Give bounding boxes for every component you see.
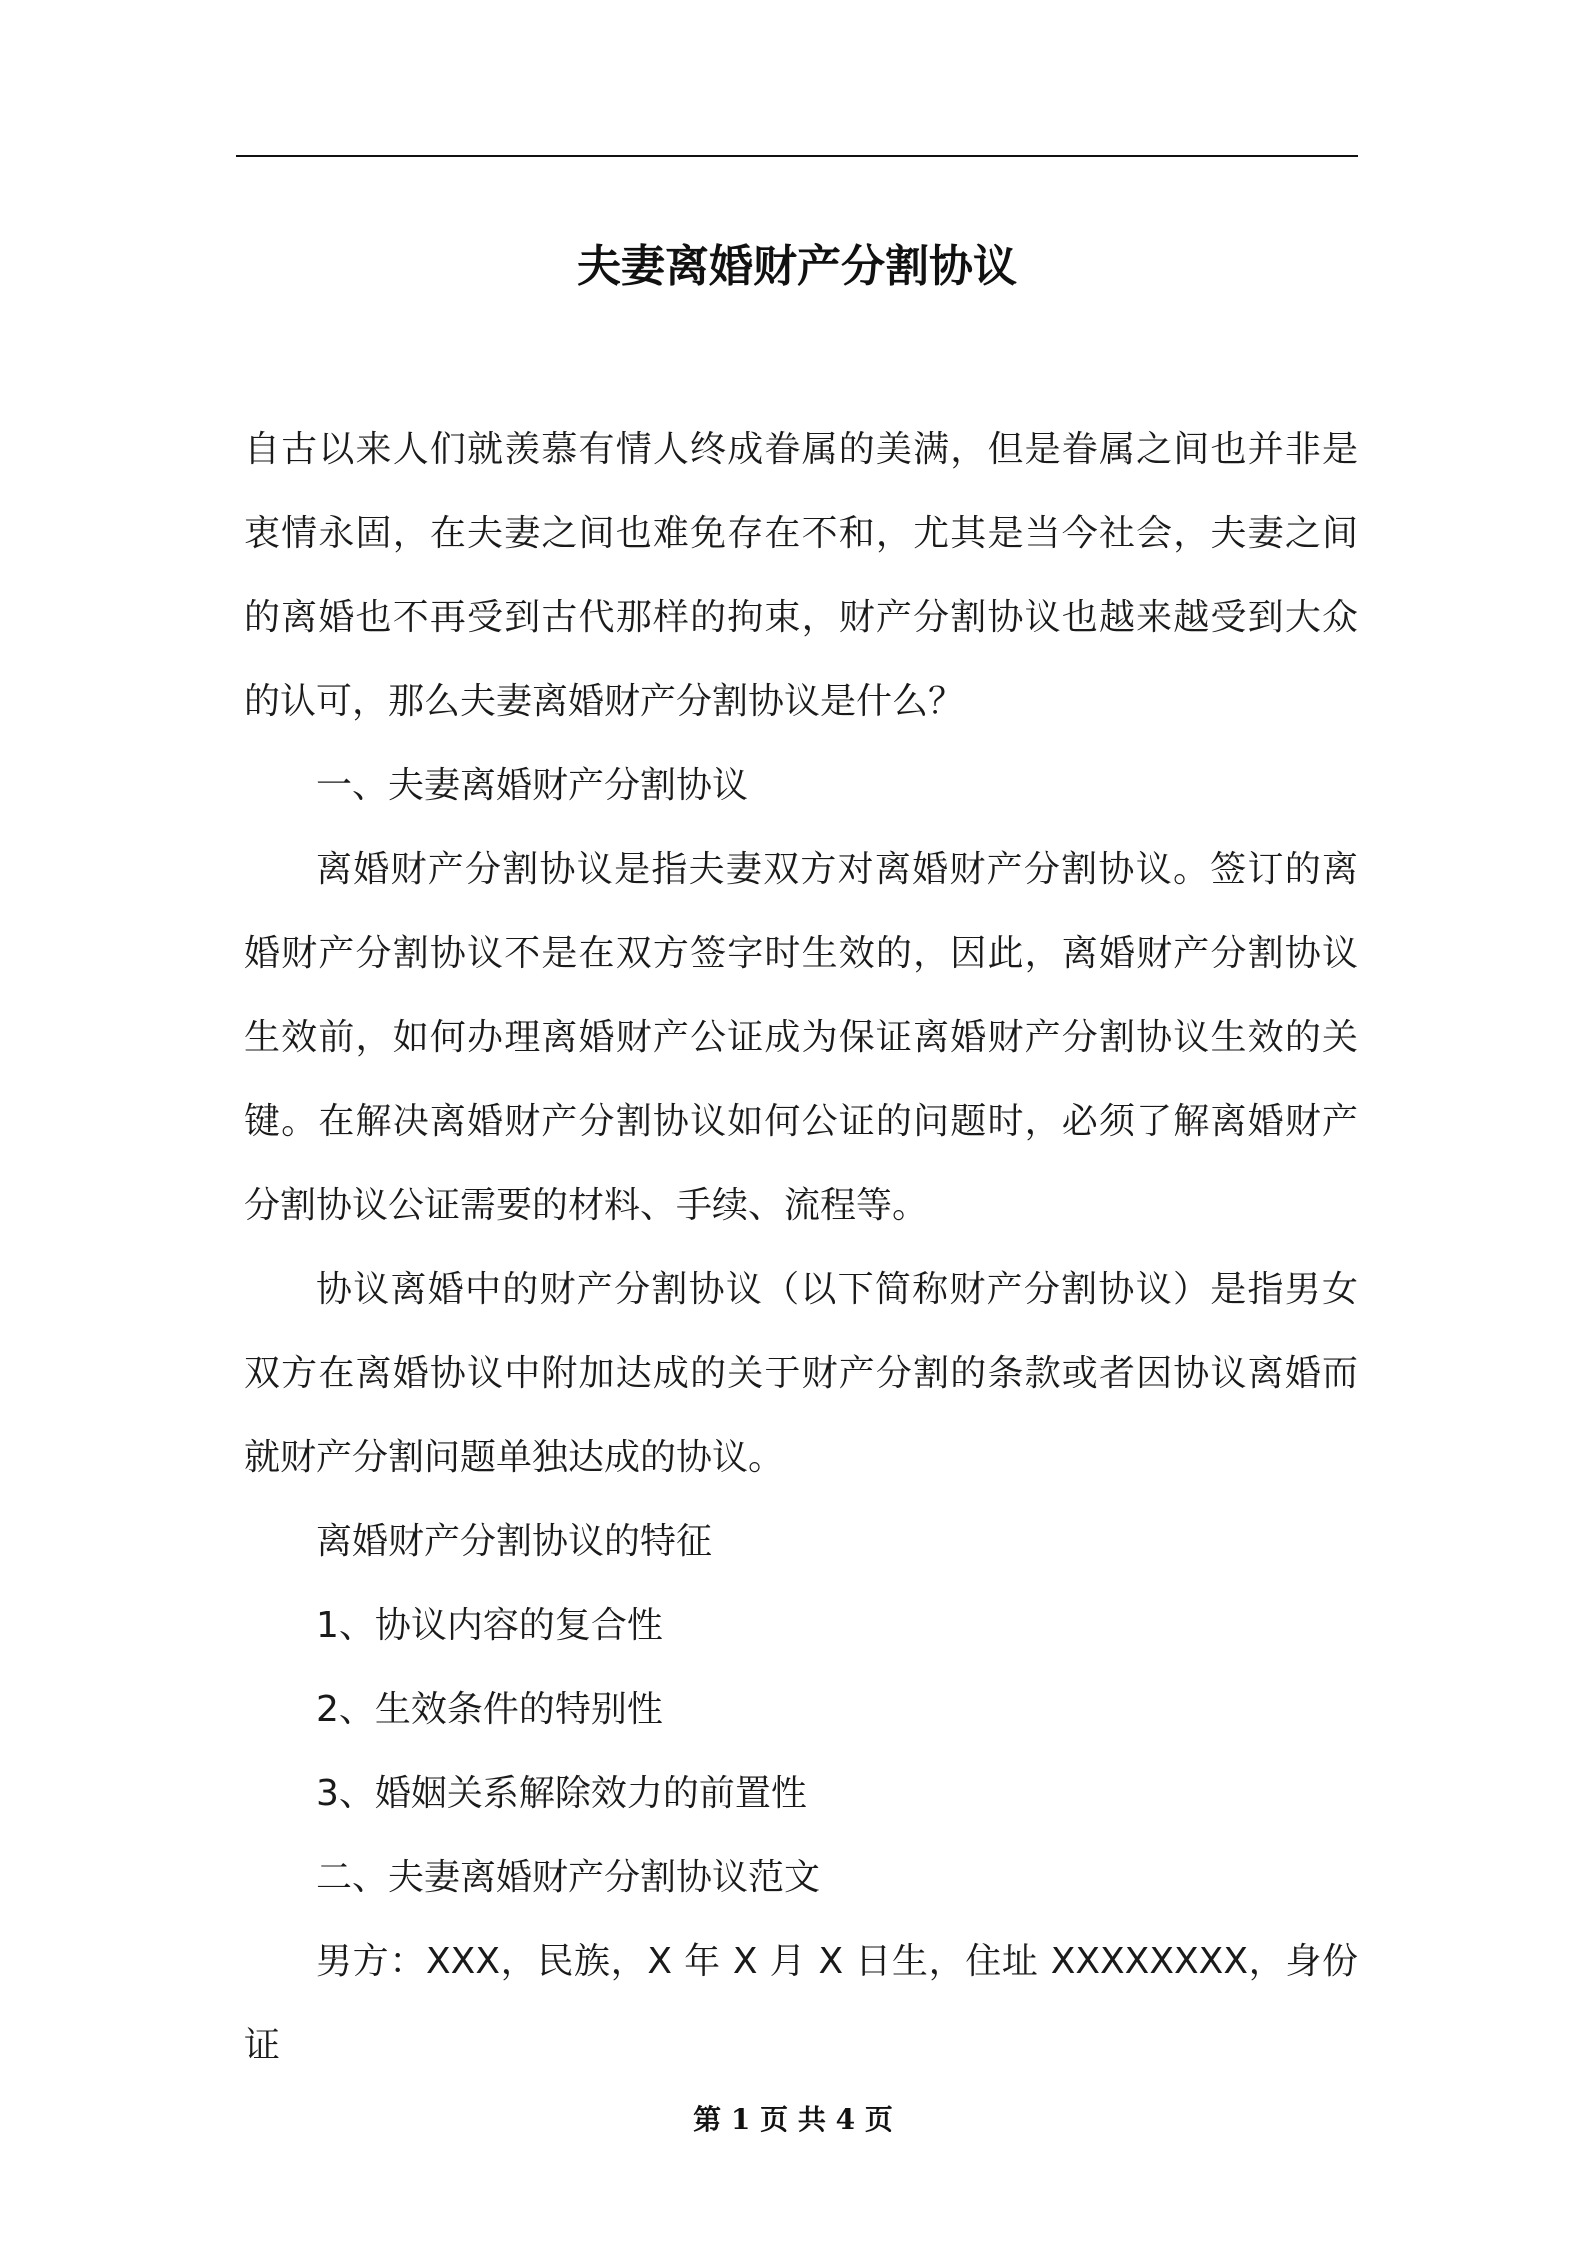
- document-body: [244, 408, 1358, 2088]
- paragraph-definition: 离婚财产分割协议是指夫妻双方对离婚财产分割协议。签订的离婚财产分割协议不是在双方签字时生效的，因此，离婚财产分割协议生效前，如何办理离婚财产公证成为保证离婚财产分割协议生效的关键。在解决离婚财产分割协议如何公证的问题时，必须了解离婚财产分割协议公证需要的材料、手续、流程等。: [244, 849, 1358, 1226]
- page-number: 第 1 页 共 4 页: [693, 2103, 893, 2136]
- features-heading: 离婚财产分割协议的特征: [316, 1521, 713, 1562]
- paragraph-agreement: 协议离婚中的财产分割协议（以下简称财产分割协议）是指男女双方在离婚协议中附加达成的关于财产分割的条款或者因协议离婚而就财产分割问题单独达成的协议。: [244, 1269, 1358, 1478]
- header-rule: [236, 155, 1358, 157]
- feature-item-3: 3、婚姻关系解除效力的前置性: [316, 1773, 807, 1814]
- paragraph-intro: 自古以来人们就羡慕有情人终成眷属的美满，但是眷属之间也并非是衷情永固，在夫妻之间也难免存在不和，尤其是当今社会，夫妻之间的离婚也不再受到古代那样的拘束，财产分割协议也越来越受到大众的认可，那么夫妻离婚财产分割协议是什么？: [244, 429, 1358, 722]
- section-heading-2: 二、夫妻离婚财产分割协议范文: [316, 1857, 821, 1898]
- paragraph-male-party: 男方：XXX，民族，X 年 X 月 X 日生，住址 XXXXXXXX，身份证: [244, 1941, 1358, 2066]
- feature-item-2: 2、生效条件的特别性: [316, 1689, 663, 1730]
- document-title: 夫妻离婚财产分割协议: [577, 241, 1017, 293]
- feature-item-1: 1、协议内容的复合性: [316, 1605, 663, 1646]
- section-heading-1: 一、夫妻离婚财产分割协议: [316, 765, 749, 806]
